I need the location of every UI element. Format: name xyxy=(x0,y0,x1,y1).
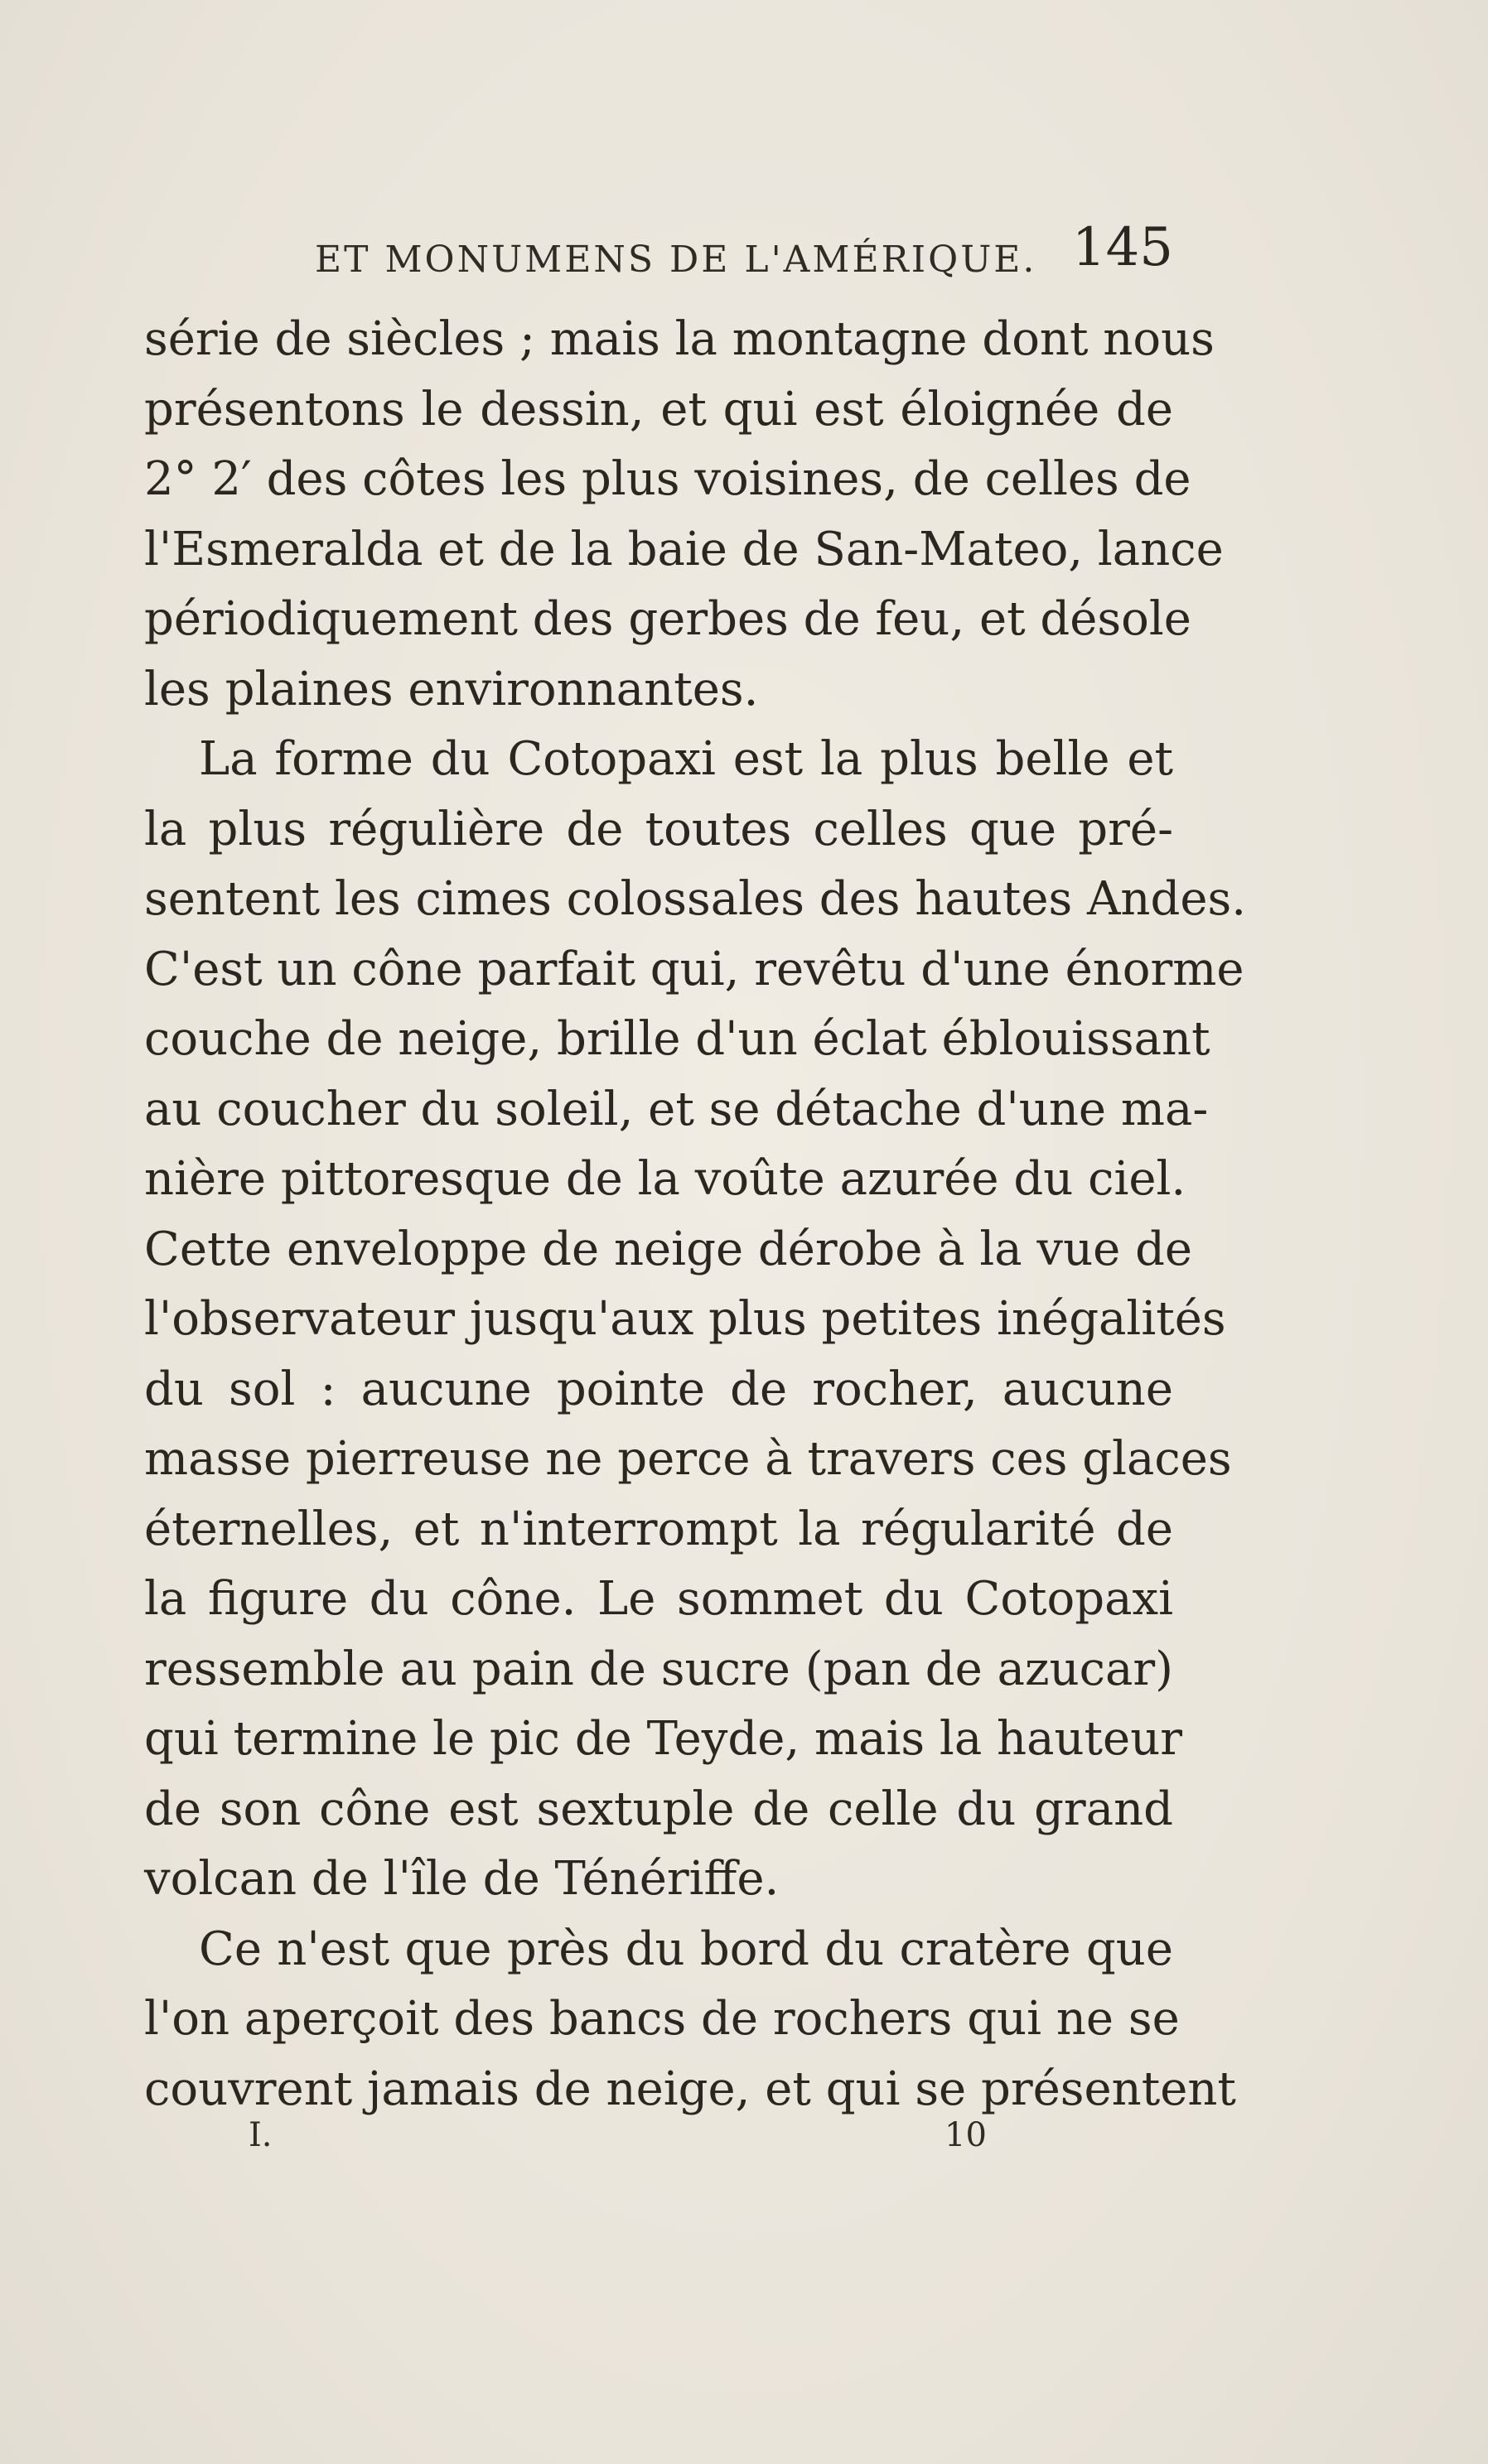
text-line: masse pierreuse ne perce à travers ces glaces xyxy=(144,1432,1232,1486)
text-line: l'on aperçoit des bancs de rochers qui ne se xyxy=(144,1992,1180,2046)
text-line: volcan de l'île de Ténériffe. xyxy=(144,1852,780,1906)
gathering-number: 10 xyxy=(944,2116,987,2154)
text-line: la figure du cône. Le sommet du Cotopaxi xyxy=(144,1572,1173,1626)
text-line: couvrent jamais de neige, et qui se présentent xyxy=(144,2061,1236,2116)
paragraph-3 xyxy=(144,1915,1236,2125)
text-line: les plaines environnantes. xyxy=(144,662,759,716)
page-number: 145 xyxy=(1071,217,1173,278)
text-line: C'est un cône parfait qui, revêtu d'une énorme xyxy=(144,942,1244,996)
page-footer xyxy=(249,2116,994,2174)
text-line: du sol : aucune pointe de rocher, aucune xyxy=(144,1362,1173,1416)
text-line: de son cône est sextuple de celle du grand xyxy=(144,1782,1173,1836)
text-line: La forme du Cotopaxi est la plus belle et xyxy=(199,732,1173,786)
text-line: éternelles, et n'interrompt la régularité de xyxy=(144,1502,1173,1556)
text-line: série de siècles ; mais la montagne dont nous xyxy=(144,312,1215,366)
text-line: présentons le dessin, et qui est éloignée de xyxy=(144,382,1173,436)
text-line: périodiquement des gerbes de feu, et désole xyxy=(144,592,1191,646)
text-line: qui termine le pic de Teyde, mais la hauteur xyxy=(144,1712,1183,1766)
text-line: sentent les cimes colossales des hautes Andes. xyxy=(144,872,1247,926)
text-line: 2° 2′ des côtes les plus voisines, de celles de xyxy=(144,452,1191,506)
running-head xyxy=(315,217,1173,292)
paragraph-2 xyxy=(144,725,1247,1915)
text-line: l'observateur jusqu'aux plus petites inégalités xyxy=(144,1292,1226,1346)
text-line: nière pittoresque de la voûte azurée du ciel. xyxy=(144,1152,1186,1206)
text-line: l'Esmeralda et de la baie de San-Mateo, lance xyxy=(144,522,1224,576)
text-line: Cette enveloppe de neige dérobe à la vue de xyxy=(144,1222,1193,1276)
paragraph-1 xyxy=(144,305,1224,725)
running-title: ET MONUMENS DE L'AMÉRIQUE. xyxy=(315,239,1037,281)
body-text xyxy=(144,305,1247,2124)
text-line: la plus régulière de toutes celles que pré- xyxy=(144,802,1173,856)
signature-mark: I. xyxy=(249,2116,273,2154)
text-line: ressemble au pain de sucre (pan de azucar) xyxy=(144,1642,1173,1696)
text-line: au coucher du soleil, et se détache d'une ma- xyxy=(144,1082,1209,1136)
text-line: Ce n'est que près du bord du cratère que xyxy=(199,1922,1173,1976)
text-line: couche de neige, brille d'un éclat éblouissant xyxy=(144,1012,1210,1066)
